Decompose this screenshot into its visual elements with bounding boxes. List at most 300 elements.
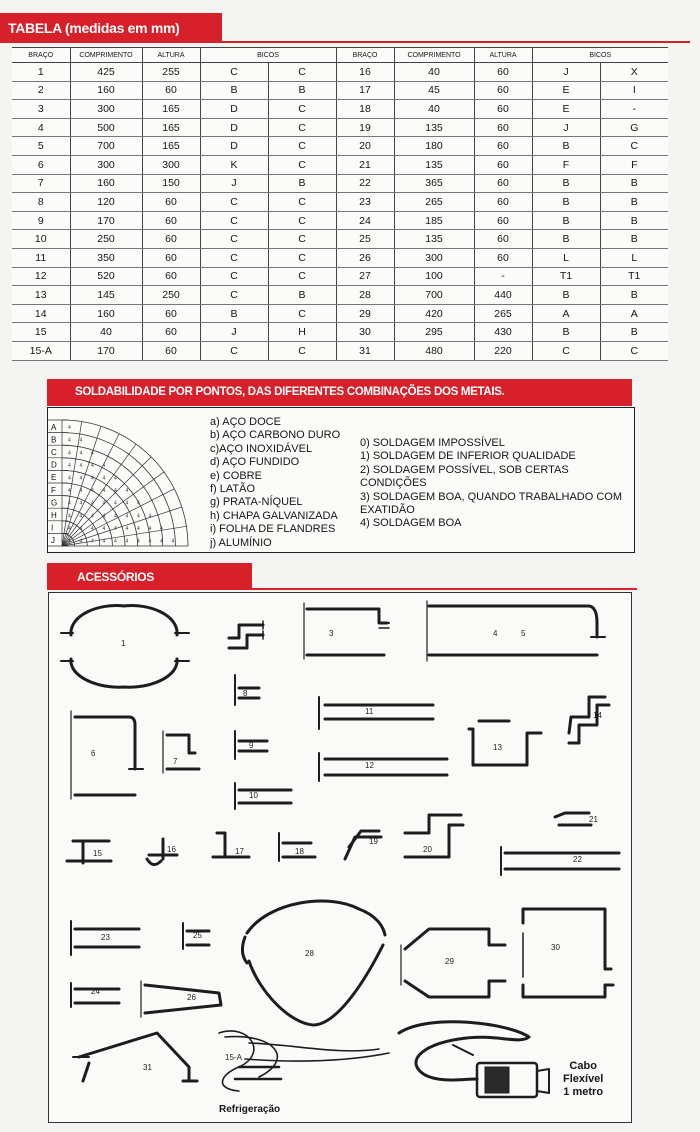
table-header-row [12,48,668,63]
weld-grid-value: 4 [68,425,71,432]
table-cell: J [200,174,268,193]
weld-grid-value: 4 [102,538,106,545]
table-cell: 60 [474,137,532,156]
metal-item: d) AÇO FUNDIDO [210,456,300,469]
arm-10-drawing [235,783,291,809]
weld-grid-value: 4 [137,525,140,532]
acc-label-1: 1 [121,639,126,648]
cable-line-1: Cabo [569,1060,597,1072]
weld-grid-value: 4 [148,525,152,532]
weld-grid-value: 4 [68,488,71,495]
table-cell: A [532,304,600,323]
arm-21-drawing [555,813,591,825]
accessories-title: ACESSÓRIOS [77,570,155,584]
weldability-title-banner [47,379,632,406]
table-cell: D [200,100,268,119]
weld-grid-letter: C [51,448,57,458]
cable-line-3: 1 metro [563,1086,604,1098]
table-cell: 420 [394,304,474,323]
table-cell: C [200,286,268,305]
metal-list [210,416,340,550]
acc-label-31: 31 [143,1063,152,1072]
table-cell: C [532,341,600,360]
acc-label-19: 19 [369,837,378,846]
dimensions-table [12,47,668,361]
refrigeration-label: Refrigeração [219,1104,281,1115]
table-cell: 60 [142,323,200,342]
table-cell: 160 [70,174,142,193]
table-row [12,63,668,82]
table-cell: C [268,230,336,249]
table-cell: 60 [474,248,532,267]
table-cell: C [268,118,336,137]
weld-grid-value: 4 [91,475,94,482]
table-cell: 31 [336,341,394,360]
table-cell: 60 [474,174,532,193]
table-cell: J [200,323,268,342]
weld-grid-value: 4 [79,475,83,482]
arm-6-drawing [71,711,143,799]
acc-label-22: 22 [573,855,582,864]
table-cell: 60 [142,341,200,360]
weld-grid-letter: D [51,460,57,470]
weld-grid-value: 4 [91,513,94,520]
table-cell: C [268,155,336,174]
header-altura: ALTURA [142,48,200,63]
table-row [12,100,668,119]
flexible-cable-drawing [399,1022,549,1097]
table-cell: B [532,174,600,193]
table-cell: 10 [12,230,70,249]
table-cell: 60 [142,81,200,100]
table-cell: 300 [70,100,142,119]
table-cell: 120 [70,193,142,212]
table-cell: 700 [70,137,142,156]
metal-item: b) AÇO CARBONO DURO [210,429,341,442]
table-cell: 3 [12,100,70,119]
table-cell: E [532,100,600,119]
weld-grid-value: 4 [79,513,83,520]
weld-grid-value: 4 [160,538,163,545]
table-cell: 300 [70,155,142,174]
acc-label-21: 21 [589,815,598,824]
header-comprimento: COMPRIMENTO [70,48,142,63]
weld-radial-line [62,472,164,546]
table-cell: 100 [394,267,474,286]
weld-grid-value: 4 [91,462,94,469]
acc-label-4: 4 [493,629,498,638]
table-title: TABELA (medidas em mm) [8,20,180,36]
table-cell: 26 [336,248,394,267]
table-row [12,137,668,156]
table-cell: B [268,286,336,305]
cable-line-2: Flexível [563,1073,604,1085]
weld-grid-value: 4 [79,488,83,495]
weld-grid-value: 4 [68,450,71,457]
weld-grid-letter: G [51,498,58,508]
weld-grid-value: 4 [114,513,117,520]
table-cell: F [600,155,668,174]
arm-12-drawing [319,753,447,781]
table-cell: C [268,248,336,267]
metal-item: h) CHAPA GALVANIZADA [210,509,338,522]
table-cell: 180 [394,137,474,156]
table-row [12,230,668,249]
weld-grid-value: 4 [125,500,129,507]
table-cell: K [200,155,268,174]
weld-grid-letter: I [51,523,54,533]
acc-label-11: 11 [365,707,374,716]
table-cell: 14 [12,304,70,323]
metal-item: j) ALUMÍNIO [210,536,272,549]
table-cell: C [268,267,336,286]
weld-grid-value: 4 [79,525,83,532]
table-row [12,323,668,342]
table-cell: 500 [70,118,142,137]
weldability-chart [48,408,208,554]
weld-code-list [360,437,630,531]
table-cell: 27 [336,267,394,286]
table-cell: H [268,323,336,342]
table-cell: 300 [142,155,200,174]
table-cell: I [600,81,668,100]
weld-grid-value: 4 [148,513,152,520]
header-bicos: BICOS [200,48,336,63]
weld-grid-value: 4 [91,450,94,457]
table-cell: 220 [474,341,532,360]
metal-item: f) LATÃO [210,483,256,496]
weld-grid-value: 4 [114,475,117,482]
table-cell: 300 [394,248,474,267]
acc-label-10: 10 [249,791,258,800]
table-cell: 135 [394,118,474,137]
acc-label-18: 18 [295,847,304,856]
weld-grid-value: 4 [79,450,83,457]
accessories-title-banner [47,563,252,590]
table-cell: 160 [70,304,142,323]
table-cell: C [200,248,268,267]
table-cell: B [200,304,268,323]
table-row [12,304,668,323]
weld-grid-value: 4 [102,475,106,482]
weld-code-item: 1) SOLDAGEM DE INFERIOR QUALIDADE [360,450,576,463]
flexible-cable-label [563,1060,603,1099]
table-cell: 350 [70,248,142,267]
weld-grid-value: 4 [79,462,83,469]
weld-grid-value: 4 [102,488,106,495]
table-cell: 60 [142,248,200,267]
table-row [12,193,668,212]
table-cell: C [200,267,268,286]
weld-grid-value: 4 [114,525,117,532]
table-cell: 60 [474,63,532,82]
table-row [12,341,668,360]
table-cell: B [532,137,600,156]
weld-grid-letter: A [51,422,57,432]
weldability-title: SOLDABILIDADE POR PONTOS, DAS DIFERENTES COMBINAÇÕES DOS METAIS. [75,386,505,398]
weld-grid-value: 4 [125,538,129,545]
table-row [12,155,668,174]
table-cell: X [600,63,668,82]
weld-grid-value: 4 [79,437,83,444]
weld-code-item: 4) SOLDAGEM BOA [360,517,462,530]
table-cell: 60 [142,230,200,249]
table-cell: 185 [394,211,474,230]
header-braco-2: BRAÇO [336,48,394,63]
table-cell: 700 [394,286,474,305]
weld-grid-letter: B [51,435,57,445]
acc-label-28: 28 [305,949,314,958]
table-cell: 265 [394,193,474,212]
table-cell: T1 [600,267,668,286]
acc-label-8: 8 [243,689,248,698]
table-cell: 20 [336,137,394,156]
table-cell: B [200,81,268,100]
weld-grid-value: 4 [68,538,71,545]
table-cell: 170 [70,341,142,360]
weld-grid-value: 4 [91,538,94,545]
table-cell: 425 [70,63,142,82]
table-cell: 145 [70,286,142,305]
table-cell: 1 [12,63,70,82]
arm-2-drawing [229,621,263,648]
weld-grid-value: 4 [125,525,129,532]
table-cell: 520 [70,267,142,286]
table-title-rule [0,41,690,43]
table-cell: 265 [474,304,532,323]
acc-label-30: 30 [551,943,560,952]
table-cell: T1 [532,267,600,286]
table-cell: - [600,100,668,119]
accessories-drawings [49,593,633,1124]
weld-grid-value: 4 [125,488,129,495]
table-cell: 15 [12,323,70,342]
acc-label-9: 9 [249,741,254,750]
weld-grid-value: 4 [114,488,117,495]
table-cell: B [532,193,600,212]
arm-13-drawing [469,721,541,765]
accessories-panel [48,592,632,1123]
table-cell: 24 [336,211,394,230]
table-cell: D [200,118,268,137]
acc-label-5: 5 [521,629,526,638]
weldability-panel [47,407,635,553]
metal-item: c)AÇO INOXIDÁVEL [210,442,313,455]
table-cell: C [600,137,668,156]
weld-grid-value: 4 [137,513,140,520]
table-cell: 28 [336,286,394,305]
table-cell: G [600,118,668,137]
table-cell: 7 [12,174,70,193]
weld-grid-value: 4 [91,488,94,495]
table-cell: 19 [336,118,394,137]
weld-grid-value: 4 [137,538,140,545]
arm-22-drawing [501,847,619,875]
weld-grid-value: 4 [114,500,117,507]
table-cell: B [600,211,668,230]
table-title-banner [0,13,222,43]
table-cell: C [268,193,336,212]
table-row [12,211,668,230]
table-cell: 60 [474,193,532,212]
weld-grid-value: 4 [68,525,71,532]
table-cell: C [268,137,336,156]
table-cell: C [268,211,336,230]
table-row [12,248,668,267]
weld-grid-letter: H [51,511,57,521]
table-cell: J [532,63,600,82]
weld-grid-value: 4 [68,513,71,520]
table-cell: 22 [336,174,394,193]
table-cell: L [600,248,668,267]
table-cell: 60 [474,100,532,119]
arm-20-drawing [405,815,463,857]
weld-grid-value: 4 [102,513,106,520]
table-cell: 150 [142,174,200,193]
acc-label-20: 20 [423,845,432,854]
table-cell: 17 [336,81,394,100]
weld-grid-value: 4 [91,500,94,507]
acc-label-13: 13 [493,743,502,752]
table-cell: F [532,155,600,174]
weld-grid-value: 4 [160,525,163,532]
weld-code-item: 0) SOLDAGEM IMPOSSÍVEL [360,437,505,449]
table-cell: 135 [394,230,474,249]
table-cell: 60 [474,118,532,137]
weld-grid-value: 4 [68,500,71,507]
header-bicos-2: BICOS [532,48,668,63]
table-cell: 295 [394,323,474,342]
table-cell: 430 [474,323,532,342]
metal-item: i) FOLHA DE FLANDRES [210,523,336,536]
table-cell: 16 [336,63,394,82]
table-cell: 11 [12,248,70,267]
table-cell: 480 [394,341,474,360]
acc-label-6: 6 [91,749,96,758]
table-cell: C [200,63,268,82]
weld-code-item: 3) SOLDAGEM BOA, QUANDO TRABALHADO COM EXATIDÃO [360,490,623,517]
arm-28-drawing [242,901,385,1025]
weld-grid-value: 4 [79,500,83,507]
table-cell: 21 [336,155,394,174]
table-cell: 23 [336,193,394,212]
acc-label-16: 16 [167,845,176,854]
arm-31-drawing [73,1033,197,1081]
acc-label-15a: 15-A [225,1053,242,1062]
weld-grid-value: 4 [68,462,71,469]
table-row [12,118,668,137]
arm-7-drawing [163,731,199,773]
weld-grid-value: 4 [137,500,140,507]
arm-15-drawing [67,841,111,863]
table-cell: C [268,341,336,360]
weld-grid-value: 4 [102,462,106,469]
header-altura-2: ALTURA [474,48,532,63]
table-cell: B [532,211,600,230]
table-cell: 250 [70,230,142,249]
weld-code-item: 2) SOLDAGEM POSSÍVEL, SOB CERTAS CONDIÇÕES [360,463,569,490]
table-cell: C [200,193,268,212]
acc-label-14: 14 [593,711,602,720]
table-cell: 9 [12,211,70,230]
table-cell: B [268,81,336,100]
arm-15a-drawing [219,1031,389,1091]
acc-label-24: 24 [91,987,100,996]
table-cell: 160 [70,81,142,100]
table-cell: 45 [394,81,474,100]
table-cell: C [600,341,668,360]
table-cell: 60 [142,193,200,212]
table-cell: 60 [142,211,200,230]
table-cell: 170 [70,211,142,230]
arm-4-5-drawing [427,601,605,661]
accessories-title-rule [47,588,637,590]
table-cell: 4 [12,118,70,137]
table-cell: 365 [394,174,474,193]
table-cell: B [532,286,600,305]
table-cell: C [200,211,268,230]
weld-grid-letter: F [51,485,56,495]
table-cell: 165 [142,137,200,156]
arm-14-drawing [569,697,609,743]
table-cell: C [200,341,268,360]
header-comprimento-2: COMPRIMENTO [394,48,474,63]
arm-11-drawing [319,697,433,729]
table-cell: - [474,267,532,286]
table-cell: L [532,248,600,267]
weld-grid-value: 4 [171,538,175,545]
table-cell: 60 [474,230,532,249]
table-body [12,63,668,361]
weld-grid-value: 4 [102,500,106,507]
table-cell: B [600,230,668,249]
weld-grid-letter: J [51,536,55,546]
table-cell: 29 [336,304,394,323]
weld-grid-letter: E [51,473,57,483]
table-cell: 255 [142,63,200,82]
table-row [12,267,668,286]
table-cell: 60 [142,267,200,286]
table-cell: B [600,193,668,212]
table-cell: 5 [12,137,70,156]
table-cell: B [600,323,668,342]
table-cell: B [600,174,668,193]
table-cell: 15-A [12,341,70,360]
metal-item: e) COBRE [210,469,262,482]
table-cell: J [532,118,600,137]
arm-26-drawing [141,981,221,1017]
table-cell: 2 [12,81,70,100]
acc-label-23: 23 [101,933,110,942]
table-cell: 40 [70,323,142,342]
table-cell: A [600,304,668,323]
acc-label-17: 17 [235,847,244,856]
acc-label-12: 12 [365,761,374,770]
table-row [12,174,668,193]
acc-label-29: 29 [445,957,454,966]
weld-grid-value: 4 [68,437,71,444]
table-cell: C [268,63,336,82]
acc-label-15: 15 [93,849,102,858]
metal-item: a) AÇO DOCE [210,416,281,428]
table-cell: D [200,137,268,156]
table-cell: 440 [474,286,532,305]
table-cell: 60 [142,304,200,323]
table-cell: 135 [394,155,474,174]
table-cell: C [200,230,268,249]
table-row [12,81,668,100]
table-cell: 165 [142,118,200,137]
